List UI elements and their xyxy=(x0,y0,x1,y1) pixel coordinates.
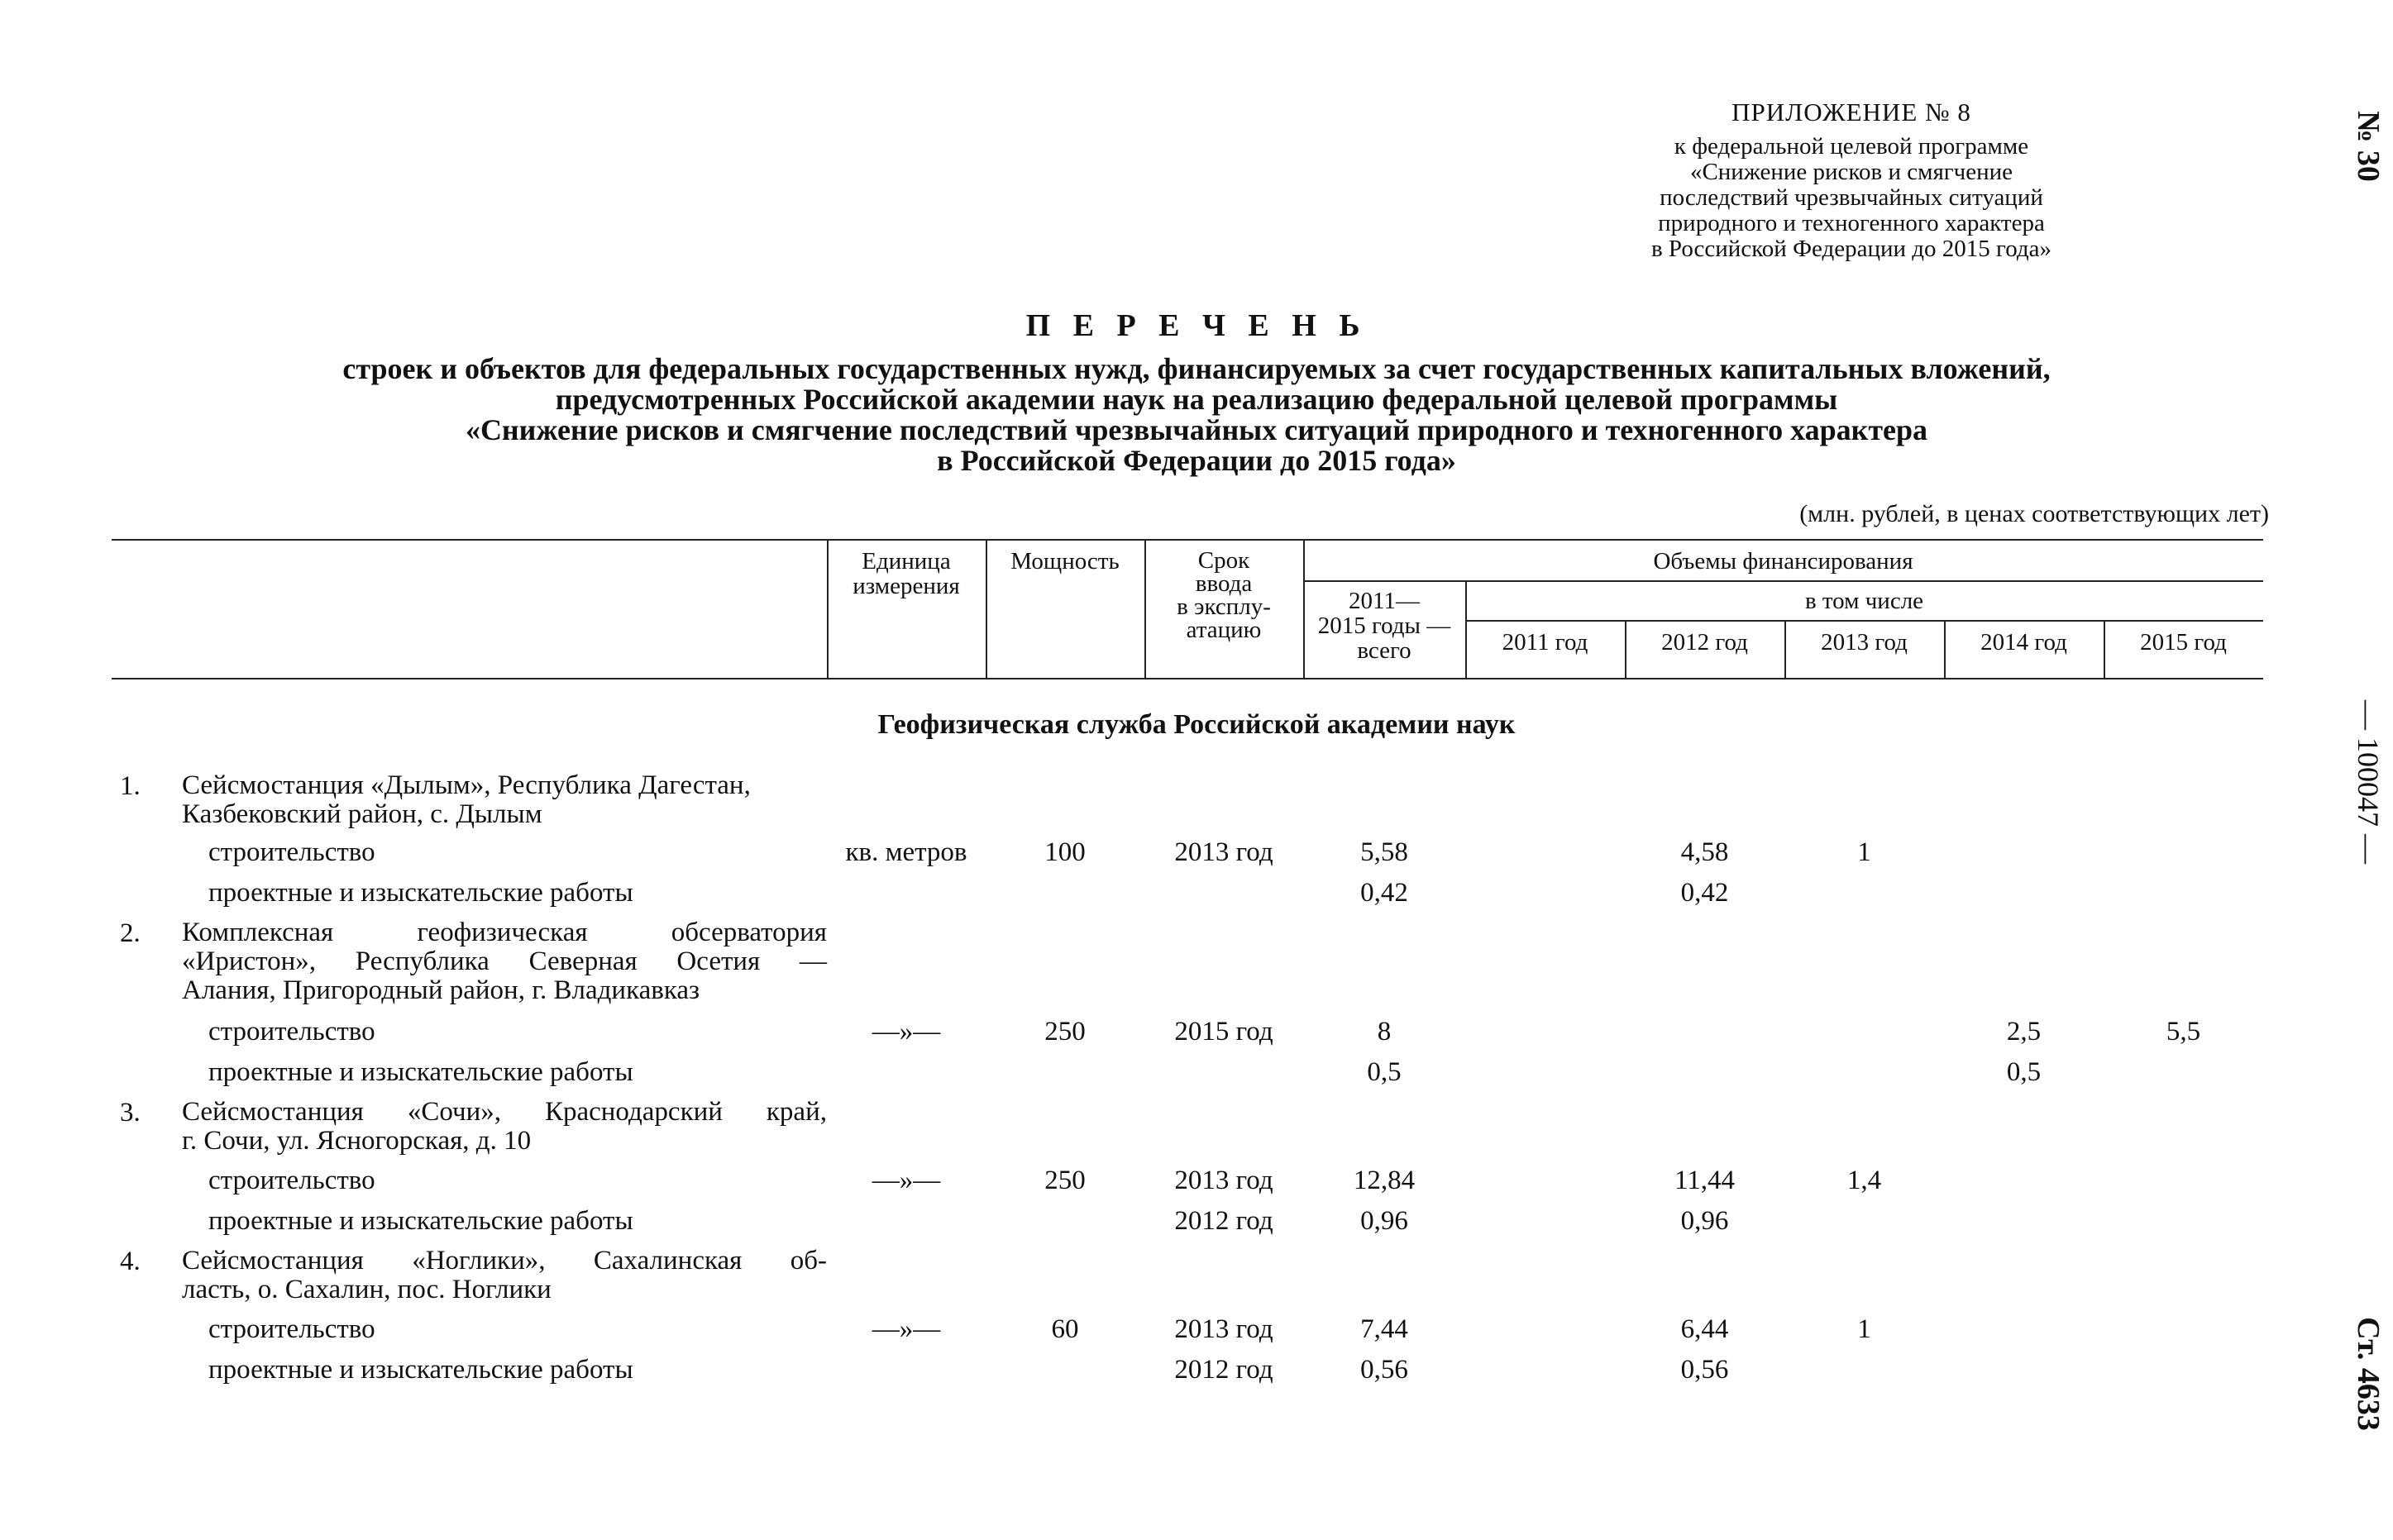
table-item xyxy=(0,1098,2393,1164)
row-label: строительство xyxy=(208,1314,375,1344)
header-funding: Объемы финансирования xyxy=(1653,548,1913,575)
header-term-line: атацию xyxy=(1186,617,1262,643)
row-2012: 0,56 xyxy=(1680,1355,1729,1385)
header-bottom-rule xyxy=(112,678,2263,679)
row-capacity: 60 xyxy=(1051,1314,1079,1344)
header-year: 2013 год xyxy=(1821,629,1908,656)
row-term: 2012 год xyxy=(1174,1355,1273,1385)
issue-number: № 30 xyxy=(2351,111,2386,182)
appendix-line: «Снижение рисков и смягчение xyxy=(1689,159,2013,185)
item-number: 1. xyxy=(120,771,141,801)
appendix-line: последствий чрезвычайных ситуаций xyxy=(1660,184,2043,211)
row-unit: —»— xyxy=(872,1314,941,1344)
table-row xyxy=(0,1057,2393,1099)
document-number: — 100047 — xyxy=(2352,700,2385,864)
item-name xyxy=(182,1098,827,1156)
table-row xyxy=(0,1314,2393,1356)
appendix-line: природного и техногенного характера xyxy=(1658,210,2045,236)
header-term-line: Срок xyxy=(1197,547,1250,574)
row-2015: 5,5 xyxy=(2166,1017,2201,1047)
appendix-lines xyxy=(1479,134,2223,262)
header-total-line: всего xyxy=(1357,637,1411,664)
header-capacity: Мощность xyxy=(1010,548,1120,575)
table-top-rule xyxy=(112,539,2263,541)
row-unit: кв. метров xyxy=(845,837,967,867)
header-total-line: 2015 годы — xyxy=(1317,613,1451,639)
item-number: 4. xyxy=(120,1247,141,1276)
header-unit xyxy=(827,549,986,598)
row-2013: 1 xyxy=(1857,1314,1871,1344)
row-2012: 4,58 xyxy=(1680,837,1729,867)
row-label: проектные и изыскательские работы xyxy=(208,1355,633,1385)
row-total: 0,5 xyxy=(1367,1057,1402,1087)
appendix-line: к федеральной целевой программе xyxy=(1674,133,2029,160)
row-label: проектные и изыскательские работы xyxy=(208,878,633,908)
table-item xyxy=(0,1247,2393,1313)
item-name-line: «Иристон», Республика Северная Осетия — xyxy=(182,946,827,976)
table-row xyxy=(0,1206,2393,1247)
table-row xyxy=(0,878,2393,919)
subtitle-line: «Снижение рисков и смягчение последствий чрезвычайных ситуаций природного и техногенного характера xyxy=(465,413,1928,446)
subtitle-line: в Российской Федерации до 2015 года» xyxy=(937,444,1456,477)
page-subtitle xyxy=(165,354,2228,476)
header-term-line: ввода xyxy=(1195,570,1253,597)
item-name-line: Сейсмостанция «Ноглики», Сахалинская об- xyxy=(182,1246,827,1275)
item-name-line: Сейсмостанция «Дылым», Республика Дагестан, xyxy=(182,770,751,800)
row-2014: 2,5 xyxy=(2006,1017,2042,1047)
row-2013: 1 xyxy=(1857,837,1871,867)
row-total: 0,42 xyxy=(1360,878,1408,908)
row-capacity: 250 xyxy=(1044,1017,1086,1047)
item-number: 2. xyxy=(120,918,141,948)
row-total: 7,44 xyxy=(1360,1314,1408,1344)
row-2012: 0,96 xyxy=(1680,1206,1729,1236)
header-year: 2011 год xyxy=(1502,629,1588,656)
row-total: 0,96 xyxy=(1360,1206,1408,1236)
row-2013: 1,4 xyxy=(1846,1166,1882,1195)
row-term: 2013 год xyxy=(1174,1166,1273,1195)
item-name xyxy=(182,1247,827,1304)
row-2012: 6,44 xyxy=(1680,1314,1729,1344)
item-name-line: г. Сочи, ул. Ясногорская, д. 10 xyxy=(182,1126,532,1156)
subtitle-line: предусмотренных Российской академии наук на реализацию федеральной целевой программы xyxy=(555,383,1838,416)
including-rule xyxy=(1465,620,2263,622)
item-number: 3. xyxy=(120,1098,141,1128)
row-label: строительство xyxy=(208,1017,375,1047)
row-2014: 0,5 xyxy=(2006,1057,2042,1087)
row-term: 2015 год xyxy=(1174,1017,1273,1047)
item-name-line: Сейсмостанция «Сочи», Краснодарский край, xyxy=(182,1097,827,1127)
row-capacity: 100 xyxy=(1044,837,1086,867)
row-total: 8 xyxy=(1377,1017,1392,1047)
item-name xyxy=(182,918,827,1005)
row-capacity: 250 xyxy=(1044,1166,1086,1195)
row-label: строительство xyxy=(208,1166,375,1195)
row-label: проектные и изыскательские работы xyxy=(208,1057,633,1087)
row-total: 5,58 xyxy=(1360,837,1408,867)
header-year: 2014 год xyxy=(1980,629,2067,656)
item-name-line: Алания, Пригородный район, г. Владикавказ xyxy=(182,975,700,1005)
item-name-line: Казбековский район, с. Дылым xyxy=(182,799,542,829)
header-unit-line: измерения xyxy=(853,573,960,599)
header-including: в том числе xyxy=(1804,588,1924,614)
table-row xyxy=(0,1166,2393,1207)
row-label: проектные и изыскательские работы xyxy=(208,1206,633,1236)
page-title: П Е Р Е Ч Е Н Ь xyxy=(1025,308,1368,343)
row-unit: —»— xyxy=(872,1017,941,1047)
header-year: 2015 год xyxy=(2140,629,2227,656)
row-total: 12,84 xyxy=(1353,1166,1416,1195)
item-name xyxy=(182,771,827,829)
header-term xyxy=(1144,549,1303,641)
table-row xyxy=(0,1355,2393,1396)
table-row xyxy=(0,837,2393,879)
header-total xyxy=(1303,589,1465,663)
units-note: (млн. рублей, в ценах соответствующих лет) xyxy=(1799,500,2269,527)
table-row xyxy=(0,1017,2393,1058)
subtitle-line: строек и объектов для федеральных государственных нужд, финансируемых за счет государственных капитальных вложений, xyxy=(342,352,2051,385)
section-title: Геофизическая служба Российской академии наук xyxy=(877,709,1516,740)
item-name-line: Комплексная геофизическая обсерватория xyxy=(182,918,827,947)
row-term: 2012 год xyxy=(1174,1206,1273,1236)
row-unit: —»— xyxy=(872,1166,941,1195)
header-unit-line: Единица xyxy=(862,548,951,575)
appendix-title: ПРИЛОЖЕНИЕ № 8 xyxy=(1731,98,1971,126)
row-label: строительство xyxy=(208,837,375,867)
table-item xyxy=(0,918,2393,1013)
table-item xyxy=(0,771,2393,837)
header-year: 2012 год xyxy=(1661,629,1748,656)
appendix-line: в Российской Федерации до 2015 года» xyxy=(1650,236,2052,262)
item-name-line: ласть, о. Сахалин, пос. Ноглики xyxy=(182,1275,552,1304)
funding-rule xyxy=(1303,580,2263,582)
row-total: 0,56 xyxy=(1360,1355,1408,1385)
header-total-line: 2011— xyxy=(1349,588,1420,614)
article-number: Ст. 4633 xyxy=(2351,1317,2386,1431)
row-2012: 0,42 xyxy=(1680,878,1729,908)
row-term: 2013 год xyxy=(1174,837,1273,867)
header-term-line: в эксплу- xyxy=(1177,594,1271,620)
row-term: 2013 год xyxy=(1174,1314,1273,1344)
row-2012: 11,44 xyxy=(1674,1166,1736,1195)
